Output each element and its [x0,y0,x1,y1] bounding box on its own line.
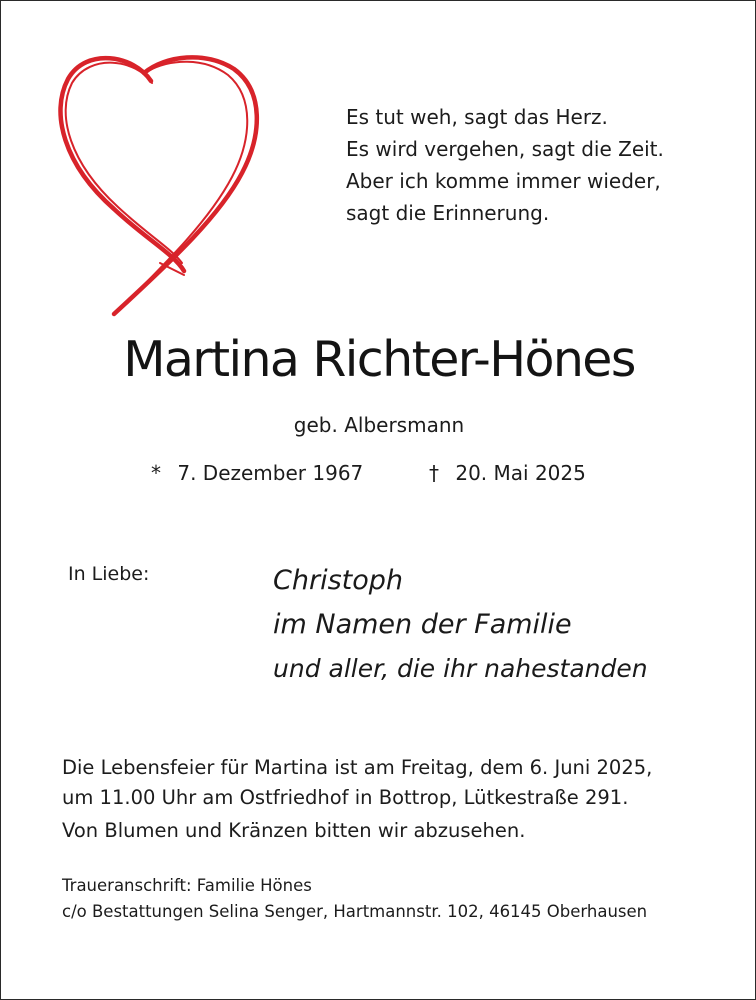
service-info [62,753,652,813]
mourning-address [62,873,647,925]
poem-line: sagt die Erinnerung. [346,201,550,225]
service-line: um 11.00 Uhr am Ostfriedhof in Bottrop, Lütkestraße 291. [62,786,629,809]
birth-name: geb. Albersmann [293,413,465,437]
address-line: c/o Bestattungen Selina Senger, Hartmannstr. 102, 46145 Oberhausen [62,902,648,921]
deceased-name: Martina Richter-Hönes [123,331,635,388]
born-symbol: * [151,461,161,485]
poem-line: Aber ich komme immer wieder, [346,169,661,193]
service-line: Die Lebensfeier für Martina ist am Freitag, dem 6. Juni 2025, [62,756,653,779]
died-date-text: 20. Mai 2025 [455,461,586,485]
poem-line: Es wird vergehen, sagt die Zeit. [346,137,664,161]
poem [346,101,746,229]
mourner-line: im Namen der Familie [273,609,572,640]
flowers-note: Von Blumen und Kränzen bitten wir abzusehen. [62,819,526,842]
mourners-block [273,559,648,691]
address-line: Traueranschrift: Familie Hönes [62,876,312,895]
poem-line: Es tut weh, sagt das Herz. [346,105,608,129]
heart-icon [56,49,271,324]
died-symbol: † [429,461,439,485]
birth-date [151,461,363,485]
born-date-text: 7. Dezember 1967 [177,461,364,485]
mourner-line: und aller, die ihr nahestanden [273,654,648,683]
in-love-label: In Liebe: [68,563,150,585]
death-date [429,461,586,485]
mourner-line: Christoph [273,565,403,596]
